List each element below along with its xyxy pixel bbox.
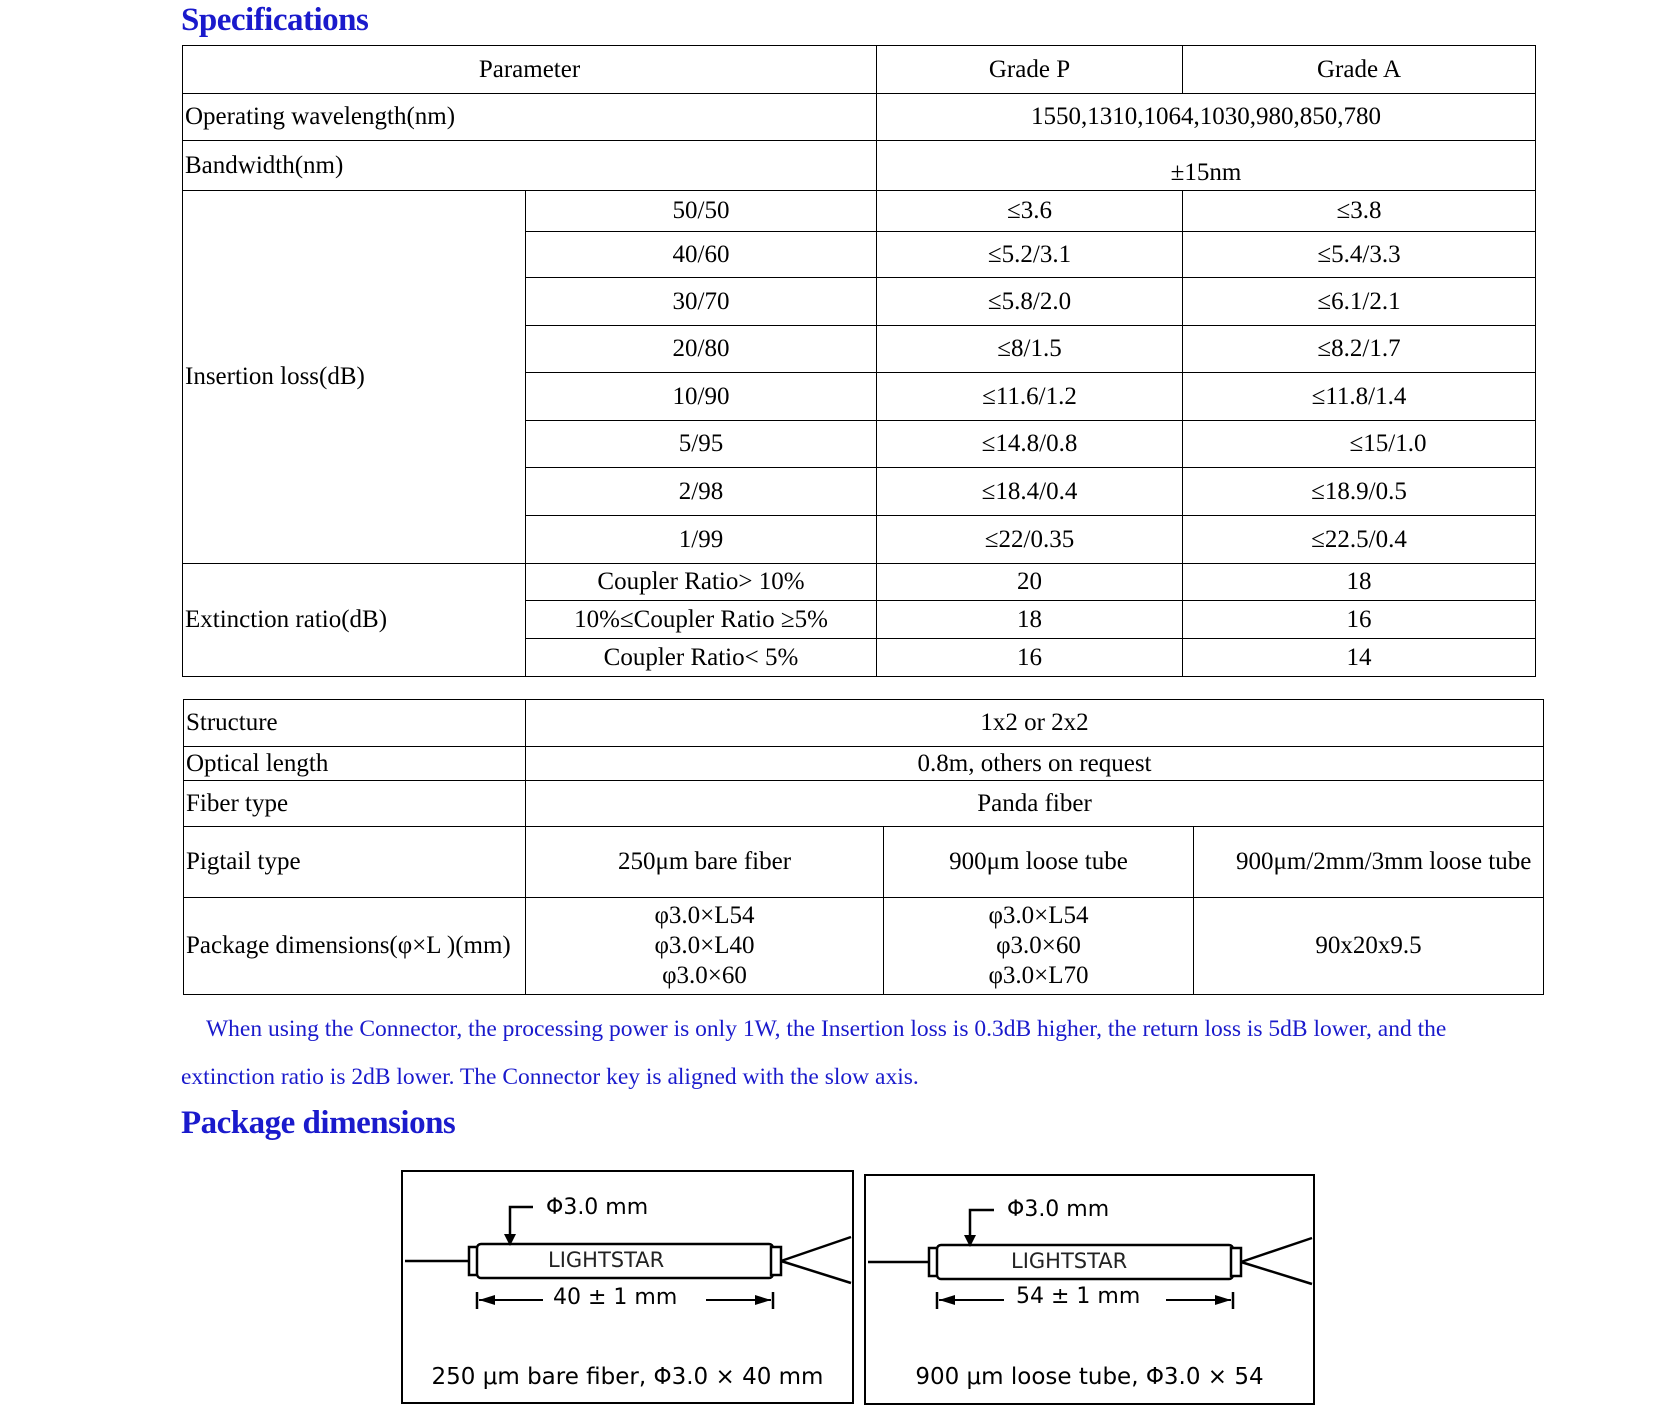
package-value: φ3.0×60 <box>662 962 747 989</box>
length-label: 40 ± 1 mm <box>553 1285 678 1310</box>
figure-caption: 250 μm bare fiber, Φ3.0 × 40 mm <box>431 1364 824 1390</box>
condition-cell: Coupler Ratio< 5% <box>526 639 877 677</box>
diameter-label: Φ3.0 mm <box>1007 1197 1110 1222</box>
figure-caption: 900 μm loose tube, Φ3.0 × 54 <box>915 1364 1264 1390</box>
table-row <box>184 781 1544 827</box>
brand-label: LIGHTSTAR <box>548 1248 665 1272</box>
ratio-cell: 50/50 <box>526 191 877 232</box>
grade-a-cell: ≤8.2/1.7 <box>1183 326 1536 373</box>
header-grade-a: Grade A <box>1183 46 1536 94</box>
package-dimensions-label: Package dimensions(φ×L )(mm) <box>184 898 526 995</box>
ratio-cell: 5/95 <box>526 421 877 468</box>
bandwidth-label: Bandwidth(nm) <box>183 141 877 191</box>
grade-a-cell: ≤22.5/0.4 <box>1183 516 1536 564</box>
table-header-row <box>183 46 1536 94</box>
grade-p-cell: 18 <box>877 601 1183 639</box>
table-row <box>183 191 1536 232</box>
table-row <box>184 898 1544 995</box>
table-row <box>184 827 1544 898</box>
grade-p-cell: 20 <box>877 564 1183 601</box>
package-value: φ3.0×L54 <box>988 902 1089 929</box>
optical-length-value: 0.8m, others on request <box>526 747 1544 781</box>
brand-label: LIGHTSTAR <box>1011 1249 1128 1273</box>
grade-p-cell: ≤3.6 <box>877 191 1183 232</box>
structure-value: 1x2 or 2x2 <box>526 700 1544 747</box>
grade-a-cell: ≤15/1.0 <box>1183 421 1536 468</box>
ratio-cell: 40/60 <box>526 232 877 278</box>
package-value: φ3.0×L70 <box>988 962 1089 989</box>
ratio-cell: 30/70 <box>526 278 877 326</box>
optical-length-label: Optical length <box>184 747 526 781</box>
package-dimensions-heading: Package dimensions <box>181 1105 456 1141</box>
table-row <box>183 564 1536 601</box>
ratio-cell: 1/99 <box>526 516 877 564</box>
structure-label: Structure <box>184 700 526 747</box>
extinction-ratio-label: Extinction ratio(dB) <box>183 564 526 677</box>
header-parameter: Parameter <box>183 46 877 94</box>
grade-a-cell: 18 <box>1183 564 1536 601</box>
table-row <box>184 747 1544 781</box>
connector-note: When using the Connector, the processing power is only 1W, the Insertion loss is 0.3dB higher, the return loss is 5dB lower, and the extinction ratio is 2dB lower. The Connector key is aligned with the slow axis. <box>181 1016 1447 1090</box>
package-value: φ3.0×60 <box>996 932 1081 959</box>
grade-p-cell: ≤22/0.35 <box>877 516 1183 564</box>
grade-a-cell: 14 <box>1183 639 1536 677</box>
grade-a-cell: 16 <box>1183 601 1536 639</box>
fiber-type-label: Fiber type <box>184 781 526 827</box>
grade-p-cell: ≤18.4/0.4 <box>877 468 1183 516</box>
properties-table <box>183 699 1544 995</box>
grade-a-cell: ≤5.4/3.3 <box>1183 232 1536 278</box>
table-row <box>184 700 1544 747</box>
package-value: φ3.0×L54 <box>654 902 755 929</box>
pigtail-type-label: Pigtail type <box>184 827 526 898</box>
fiber-type-value: Panda fiber <box>526 781 1544 827</box>
condition-cell: Coupler Ratio> 10% <box>526 564 877 601</box>
package-value: φ3.0×L40 <box>654 932 755 959</box>
wavelength-value: 1550,1310,1064,1030,980,850,780 <box>877 94 1536 141</box>
grade-p-cell: 16 <box>877 639 1183 677</box>
insertion-loss-label: Insertion loss(dB) <box>183 191 526 564</box>
package-figure-54mm <box>864 1174 1315 1405</box>
pigtail-value: 900μm/2mm/3mm loose tube <box>1194 827 1544 898</box>
package-value: 90x20x9.5 <box>1194 898 1544 995</box>
pigtail-value: 250μm bare fiber <box>526 827 884 898</box>
grade-a-cell: ≤6.1/2.1 <box>1183 278 1536 326</box>
package-col1 <box>526 898 884 995</box>
pigtail-value: 900μm loose tube <box>884 827 1194 898</box>
condition-cell: 10%≤Coupler Ratio ≥5% <box>526 601 877 639</box>
package-col2 <box>884 898 1194 995</box>
grade-p-cell: ≤5.2/3.1 <box>877 232 1183 278</box>
ratio-cell: 20/80 <box>526 326 877 373</box>
length-label: 54 ± 1 mm <box>1016 1284 1141 1309</box>
table-row <box>183 141 1536 191</box>
grade-p-cell: ≤14.8/0.8 <box>877 421 1183 468</box>
bandwidth-value: ±15nm <box>877 141 1536 191</box>
grade-a-cell: ≤11.8/1.4 <box>1183 373 1536 421</box>
ratio-cell: 10/90 <box>526 373 877 421</box>
grade-p-cell: ≤5.8/2.0 <box>877 278 1183 326</box>
wavelength-label: Operating wavelength(nm) <box>183 94 877 141</box>
grade-a-cell: ≤3.8 <box>1183 191 1536 232</box>
specifications-heading: Specifications <box>181 2 369 38</box>
table-row <box>183 94 1536 141</box>
ratio-cell: 2/98 <box>526 468 877 516</box>
diameter-label: Φ3.0 mm <box>546 1195 649 1220</box>
grade-a-cell: ≤18.9/0.5 <box>1183 468 1536 516</box>
grade-p-cell: ≤11.6/1.2 <box>877 373 1183 421</box>
grade-p-cell: ≤8/1.5 <box>877 326 1183 373</box>
specifications-table <box>182 45 1536 677</box>
package-figure-40mm <box>401 1170 854 1404</box>
header-grade-p: Grade P <box>877 46 1183 94</box>
